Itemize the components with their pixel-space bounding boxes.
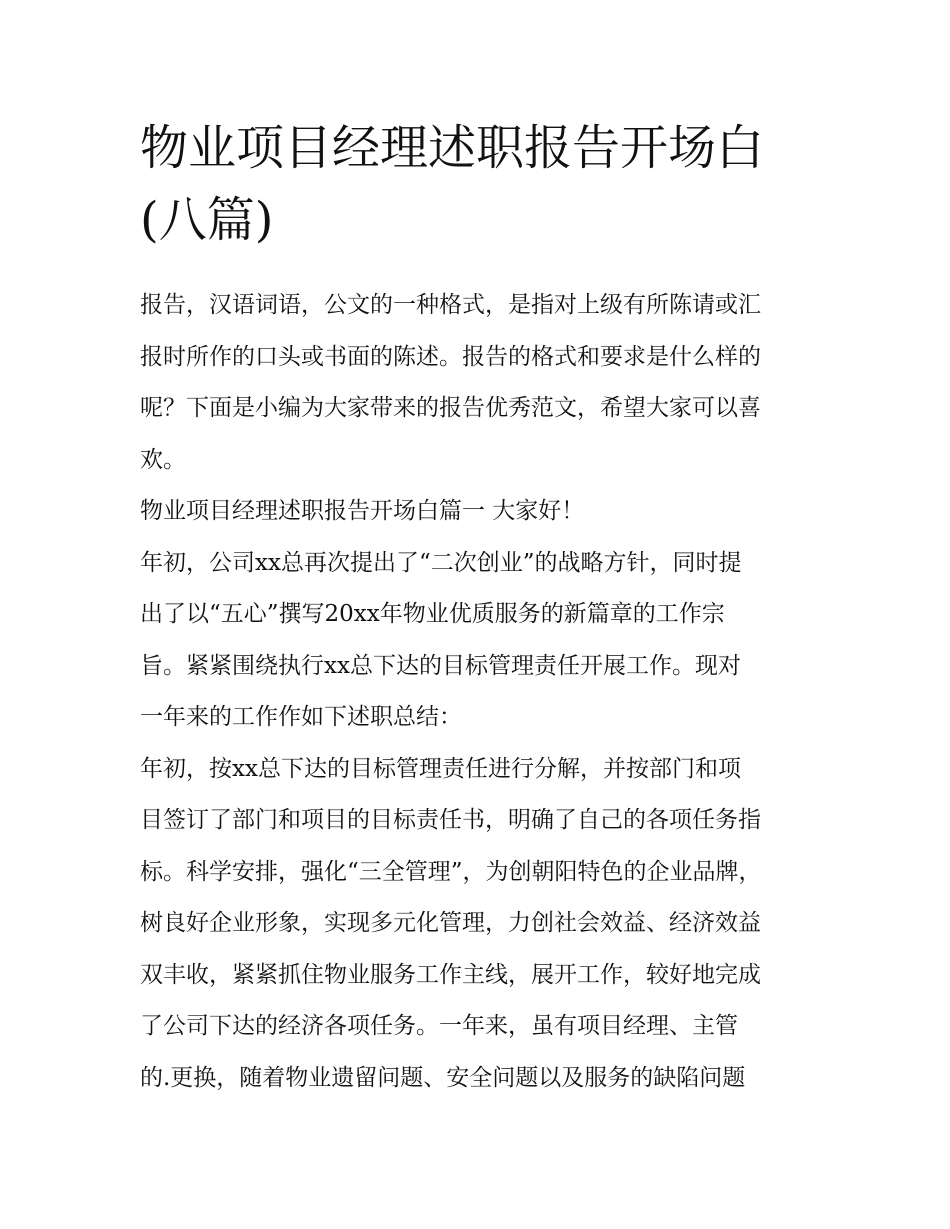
text-line: 了公司下达的经济各项任务。一年来，虽有项目经理、主管 [140,1013,738,1039]
text-line: 报告，汉语词语，公文的一种格式，是指对上级有所陈请或汇 [140,292,761,318]
text-line: 年初，公司xx总再次提出了“二次创业”的战略方针，同时提 [140,549,742,576]
paragraph-section-heading [140,486,820,538]
text-line: 一年来的工作作如下述职总结： [140,704,462,730]
text-line: 的.更换，随着物业遗留问题、安全问题以及服务的缺陷问题 [140,1064,746,1091]
text-line: 出了以“五心”撰写20xx年物业优质服务的新篇章的工作宗 [140,601,725,627]
title-line: (八篇) [140,192,274,248]
paragraph-intro [140,280,820,486]
text-line: 物业项目经理述职报告开场白篇一 大家好！ [140,498,585,524]
paragraph-body [140,744,820,1105]
text-line: 目签订了部门和项目的目标责任书，明确了自己的各项任务指 [140,807,761,833]
document-title [140,112,820,256]
document-body [140,280,820,1104]
text-line: 旨。紧紧围绕执行xx总下达的目标管理责任开展工作。现对 [140,652,741,679]
text-line: 欢。 [140,446,186,473]
text-line: 双丰收，紧紧抓住物业服务工作主线，展开工作，较好地完成 [140,961,761,988]
title-line: 物业项目经理述职报告开场白 [140,120,765,176]
paragraph-opening [140,538,820,744]
text-line: 树良好企业形象，实现多元化管理，力创社会效益、经济效益 [140,910,761,936]
text-line: 年初，按xx总下达的目标管理责任进行分解，并按部门和项 [140,755,741,782]
text-line: 标。科学安排，强化“三全管理”，为创朝阳特色的企业品牌， [140,858,762,885]
text-line: 呢？下面是小编为大家带来的报告优秀范文，希望大家可以喜 [140,395,761,421]
text-line: 报时所作的口头或书面的陈述。报告的格式和要求是什么样的 [140,343,761,370]
